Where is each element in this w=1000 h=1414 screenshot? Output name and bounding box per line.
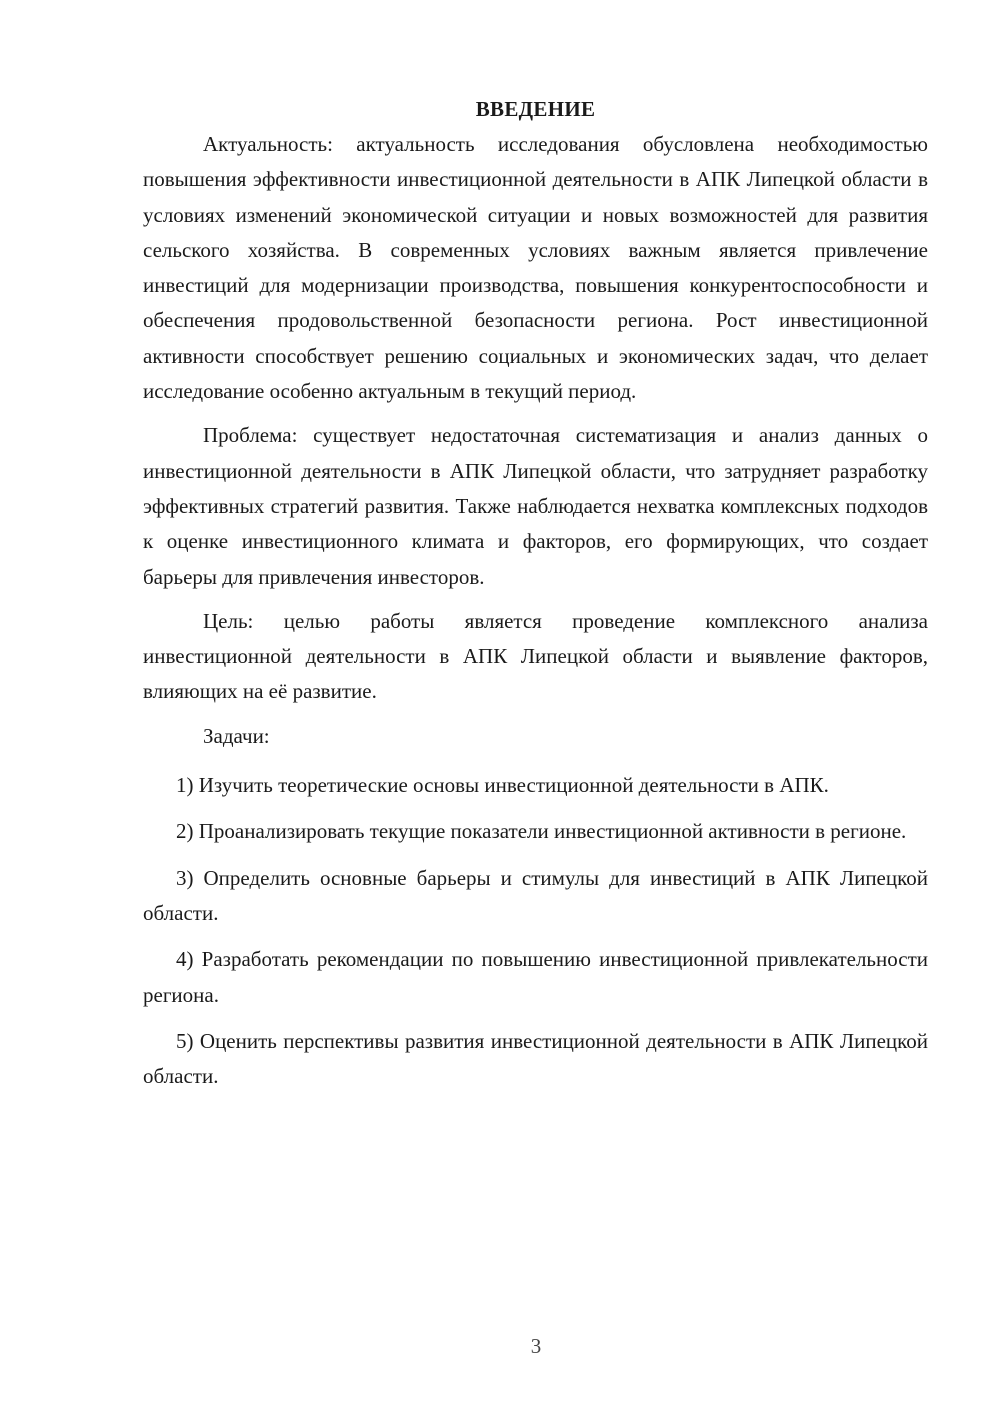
task-item: 5) Оценить перспективы развития инвестиционной деятельности в АПК Липецкой области. bbox=[143, 1028, 928, 1089]
document-page bbox=[143, 92, 928, 1094]
paragraph-relevance: Актуальность: актуальность исследования обусловлена необходимостью повышения эффективности инвестиционной деятельности в АПК Липецкой области в условиях изменений экономической ситуации и новых возможностей для развития сельского хозяйства. В современных условиях важным является привлечение инвестиций для модернизации производства, повышения конкурентоспособности и обеспечения продовольственной безопасности региона. Рост инвестиционной активности способствует решению социальных и экономических задач, что делает исследование особенно актуальным в текущий период. bbox=[143, 132, 928, 404]
task-item: 2) Проанализировать текущие показатели инвестиционной активности в регионе. bbox=[176, 819, 907, 844]
paragraph-goal: Цель: целью работы является проведение комплексного анализа инвестиционной деятельности в АПК Липецкой области и выявление факторов, влияющих на её развитие. bbox=[143, 608, 928, 704]
section-heading: ВВЕДЕНИЕ bbox=[475, 97, 596, 121]
paragraph-tasks-label: Задачи: bbox=[203, 723, 270, 748]
page-number: 3 bbox=[530, 1334, 542, 1358]
task-item: 3) Определить основные барьеры и стимулы для инвестиций в АПК Липецкой области. bbox=[143, 865, 928, 925]
task-list bbox=[143, 768, 928, 1094]
paragraph-problem: Проблема: существует недостаточная систематизация и анализ данных о инвестиционной деятельности в АПК Липецкой области, что затрудняет разработку эффективных стратегий развития. Также наблюдается нехватка комплексных подходов к оценке инвестиционного климата и факторов, его формирующих, что создает барьеры для привлечения инвесторов. bbox=[143, 423, 928, 589]
task-item: 1) Изучить теоретические основы инвестиционной деятельности в АПК. bbox=[176, 773, 829, 798]
task-item: 4) Разработать рекомендации по повышению инвестиционной привлекательности региона. bbox=[143, 947, 928, 1007]
